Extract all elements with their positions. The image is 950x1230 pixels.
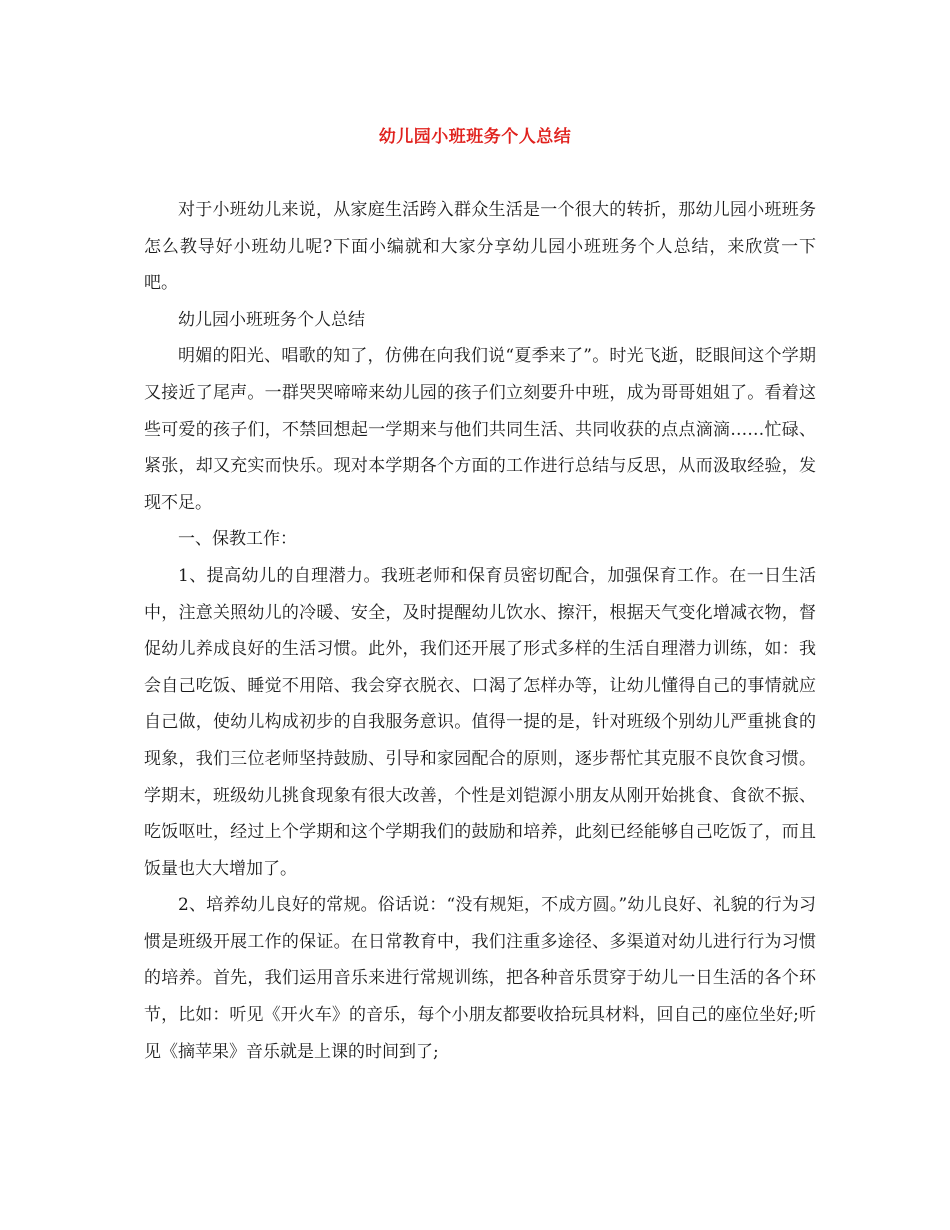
item-paragraph-1: 1、提高幼儿的自理潜力。我班老师和保育员密切配合，加强保育工作。在一日生活中，注意关照幼儿的冷暖、安全，及时提醒幼儿饮水、擦汗，根据天气变化增减衣物，督促幼儿养成良好的生活习惯。此外，我们还开展了形式多样的生活自理潜力训练，如：我会自己吃饭、睡觉不用陪、我会穿衣脱衣、口渴了怎样办等，让幼儿懂得自己的事情就应自己做，使幼儿构成初步的自我服务意识。值得一提的是，针对班级个别幼儿严重挑食的现象，我们三位老师坚持鼓励、引导和家园配合的原则，逐步帮忙其克服不良饮食习惯。学期末，班级幼儿挑食现象有很大改善，个性是刘铠源小朋友从刚开始挑食、食欲不振、吃饭呕吐，经过上个学期和这个学期我们的鼓励和培养，此刻已经能够自己吃饭了，而且饭量也大大增加了。 [144, 565, 816, 879]
document-body [144, 192, 816, 1070]
section-heading: 幼儿园小班班务个人总结 [178, 309, 365, 330]
intro-paragraph: 对于小班幼儿来说，从家庭生活跨入群众生活是一个很大的转折，那幼儿园小班班务怎么教导好小班幼儿呢?下面小编就和大家分享幼儿园小班班务个人总结，来欣赏一下吧。 [144, 200, 816, 294]
item-paragraph-2: 2、培养幼儿良好的常规。俗话说：“没有规矩，不成方圆。”幼儿良好、礼貌的行为习惯是班级开展工作的保证。在日常教育中，我们注重多途径、多渠道对幼儿进行行为习惯的培养。首先，我们运用音乐来进行常规训练，把各种音乐贯穿于幼儿一日生活的各个环节，比如：听见《开火车》的音乐，每个小朋友都要收拾玩具材料，回自己的座位坐好;听见《摘苹果》音乐就是上课的时间到了; [144, 895, 816, 1062]
subsection-heading: 一、保教工作： [178, 529, 297, 550]
document-title: 幼儿园小班班务个人总结 [378, 127, 572, 147]
opening-paragraph: 明媚的阳光、唱歌的知了，仿佛在向我们说“夏季来了”。时光飞逝，眨眼间这个学期又接近了尾声。一群哭哭啼啼来幼儿园的孩子们立刻要升中班，成为哥哥姐姐了。看着这些可爱的孩子们，不禁回想起一学期来与他们共同生活、共同收获的点点滴滴……忙碌、紧张，却又充实而快乐。现对本学期各个方面的工作进行总结与反思，从而汲取经验，发现不足。 [144, 346, 816, 513]
